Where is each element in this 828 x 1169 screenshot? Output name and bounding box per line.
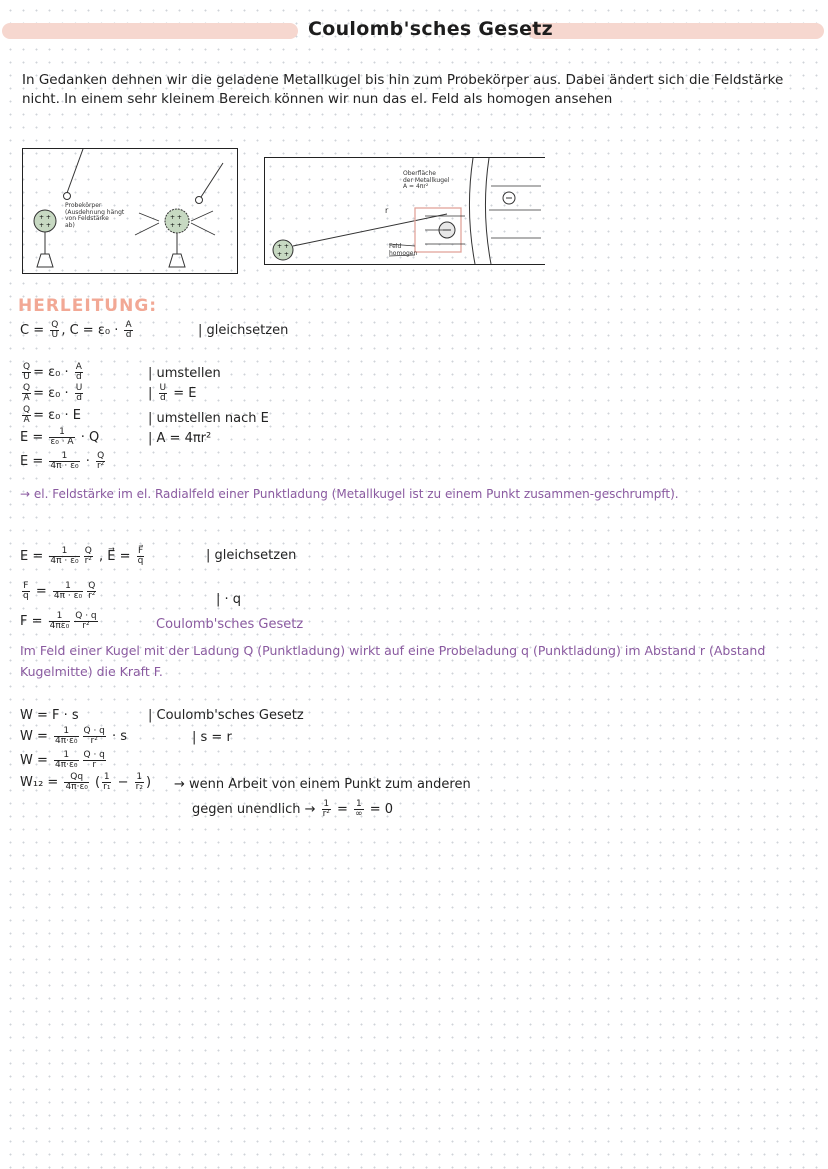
surface-label-2: der Metallkugel (403, 176, 450, 184)
probe-body-drawing (23, 149, 237, 273)
derivation-note-3: | $\frac{U}{d}$ = E (148, 383, 197, 403)
derivation-line-1: C = $\frac{Q}{U}$ , C = ε₀ · $\frac{A}{d}$ (20, 320, 132, 340)
work-line-2: W = $\frac{1}{\text{4π·ε₀}}$ $\frac{Q \cdot q}{\text{r²}}$ · s (20, 726, 128, 746)
work-line-4: W₁₂ = $\frac{Qq}{\text{4π·ε₀}}$ ( $\frac{1}{\text{r₁}}$ − $\frac{1}{\text{r₂}}$ ) (20, 772, 152, 792)
figure-probe-body (22, 148, 238, 274)
work-line-1: W = F · s (20, 708, 79, 723)
derivation-line-2: $\frac{Q}{U}$ = ε₀ · $\frac{A}{d}$ (23, 362, 82, 382)
work-note-1: | Coulomb'sches Gesetz (148, 708, 304, 723)
coulomb-line-1: E = $\frac{1}{\text{4π · ε₀}}$ $\frac{Q}{\text{r²}}$ , E⃗ = $\frac{F⃗}{q}$ (20, 546, 144, 566)
derivation-remark: → el. Feldstärke im el. Radialfeld einer Punktladung (Metallkugel ist zu einem Punkt zusammen-geschrumpft). (20, 487, 679, 501)
field-label-2: homogen (389, 249, 418, 257)
svg-text:+ +: + + (170, 214, 182, 221)
surface-label-1: Oberfläche (403, 170, 436, 177)
work-note-2: | s = r (192, 730, 232, 745)
derivation-line-6: E = $\frac{1}{\text{4π · ε₀}}$ · $\frac{Q}{\text{r²}}$ (20, 451, 105, 471)
derivation-note-4: | umstellen nach E (148, 411, 269, 426)
svg-text:+ +: + + (277, 243, 289, 250)
probe-label-4: ab) (65, 221, 75, 229)
probe-label-1: Probekörper (65, 202, 102, 209)
work-line-5: gegen unendlich → $\frac{1}{\text{r²}}$ = $\frac{1}{\infty}$ = 0 (192, 799, 394, 819)
coulomb-line-3: F = $\frac{1}{\text{4πε₀}}$ $\frac{Q \cdot q}{\text{r²}}$ (20, 611, 97, 631)
work-note-4: → wenn Arbeit von einem Punkt zum anderen (174, 777, 471, 792)
derivation-heading: HERLEITUNG: (18, 296, 158, 316)
svg-text:+ +: + + (39, 214, 51, 221)
coulomb-note-2: | · q (216, 592, 242, 607)
figure-homogeneous-field (264, 157, 545, 265)
probe-label-2: (Ausdehnung hängt (65, 208, 125, 216)
derivation-line-4: $\frac{Q}{A}$ = ε₀ · E (23, 405, 81, 425)
intro-paragraph: In Gedanken dehnen wir die geladene Metallkugel bis hin zum Probekörper aus. Dabei ändert sich die Feldstärke nicht. In einem sehr kleinem Bereich können wir nun das el. Feld als homogen ansehen (22, 72, 784, 107)
work-line-3: W = $\frac{1}{\text{4π·ε₀}}$ $\frac{Q \cdot q}{r}$ (20, 750, 105, 770)
svg-text:+ +: + + (277, 251, 289, 258)
page-title: Coulomb'sches Gesetz (308, 18, 554, 40)
coulomb-line-2: $\frac{F}{q}$ = $\frac{1}{\text{4π · ε₀}}$ $\frac{Q}{\text{r²}}$ (23, 581, 96, 601)
radius-label: r (385, 206, 389, 215)
coulomb-law-label: Coulomb'sches Gesetz (156, 617, 304, 632)
derivation-note-2: | umstellen (148, 366, 221, 381)
coulomb-statement: Im Feld einer Kugel mit der Ladung Q (Punktladung) wirkt auf eine Probeladung q (Punktladung) im Abstand r (Abstand Kugelmitte) die Kraft F. (20, 643, 766, 679)
surface-label-3: A = 4πr² (403, 183, 429, 190)
svg-text:+ +: + + (170, 222, 182, 229)
derivation-note-5: | A = 4πr² (148, 431, 212, 446)
derivation-note-1: | gleichsetzen (198, 323, 289, 338)
field-label-1: Feld (389, 243, 402, 250)
probe-label-3: von Feldstärke (65, 215, 109, 222)
derivation-line-5: E = $\frac{1}{\text{ε₀ · A}}$ · Q (20, 427, 100, 447)
coulomb-note-1: | gleichsetzen (206, 548, 297, 563)
svg-text:+ +: + + (39, 222, 51, 229)
derivation-line-3: $\frac{Q}{A}$ = ε₀ · $\frac{U}{d}$ (23, 383, 83, 403)
